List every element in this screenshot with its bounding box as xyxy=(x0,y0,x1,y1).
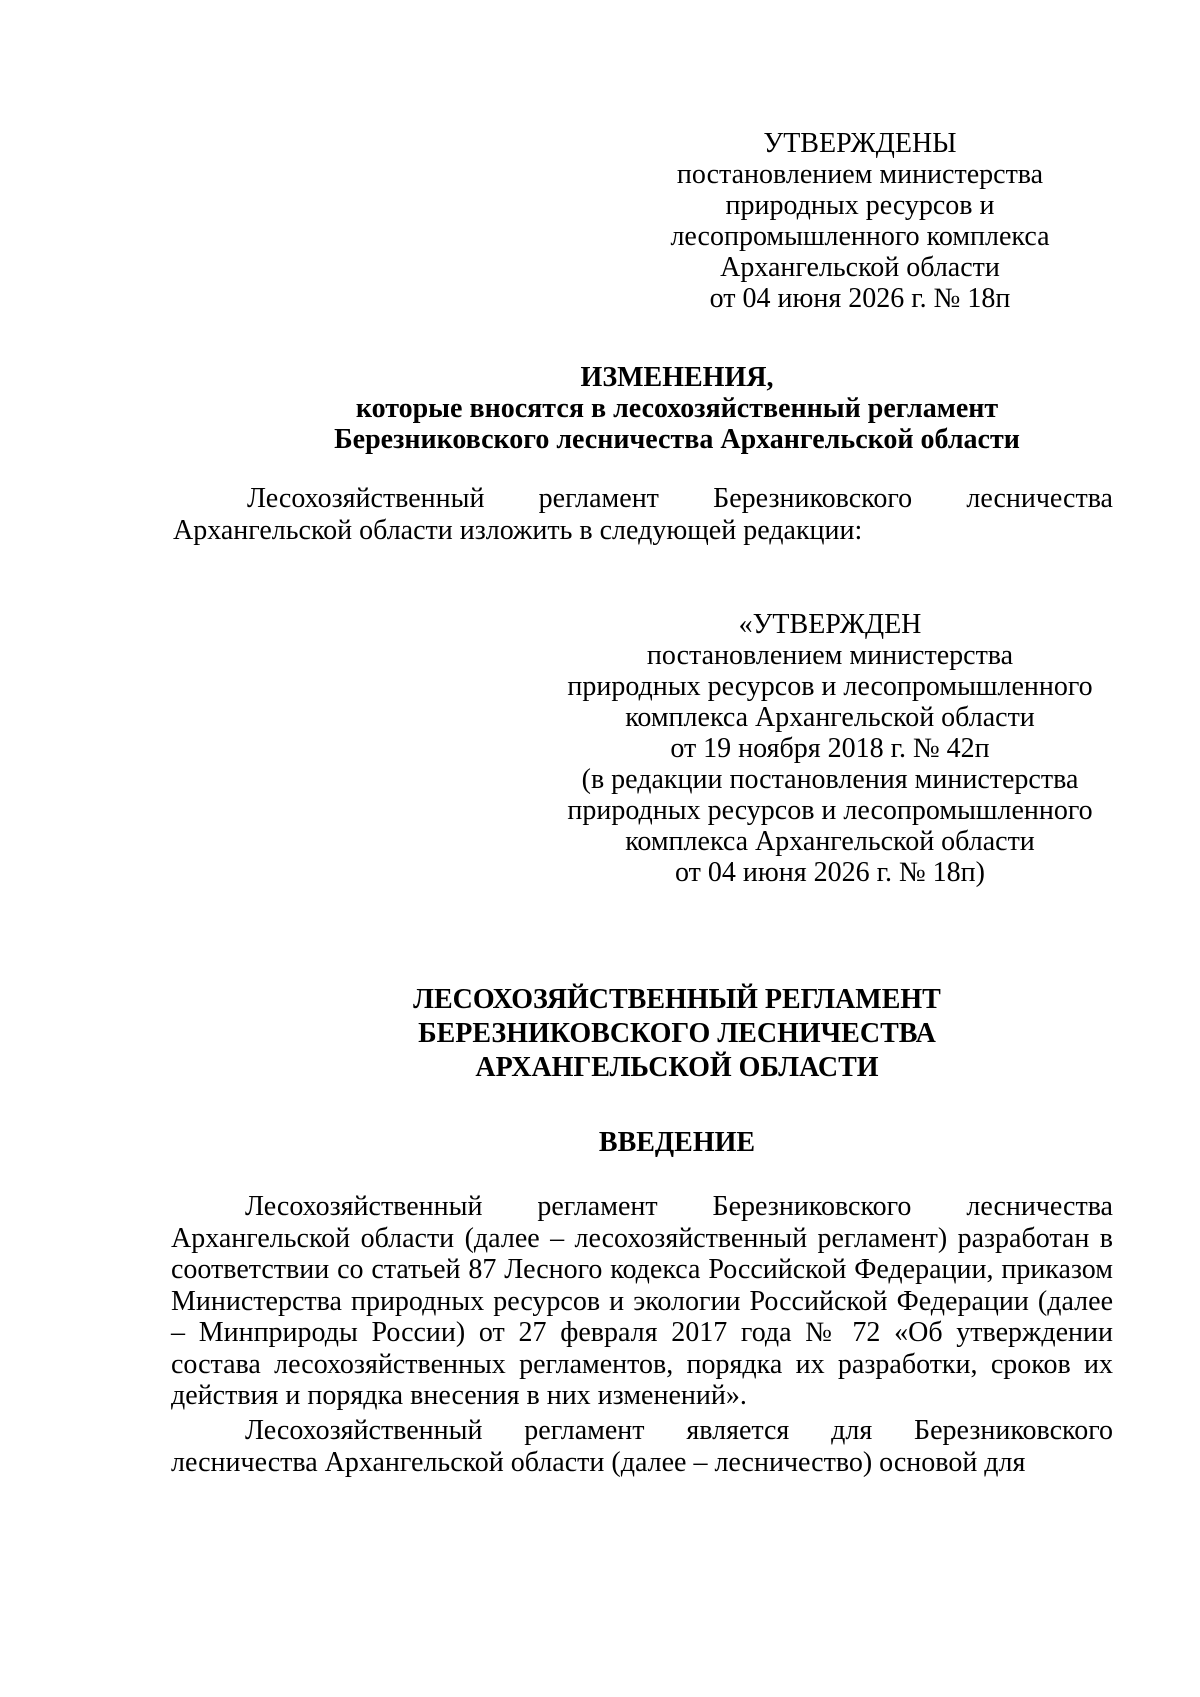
changes-heading xyxy=(160,362,1194,455)
approval-stamp-line: природных ресурсов и xyxy=(725,190,995,221)
intro-paragraph-text: Лесохозяйственный регламент является для Березниковского лесничества Архангельской области (далее – лесничество) основой для xyxy=(171,1415,1113,1478)
regulation-title-line: АРХАНГЕЛЬСКОЙ ОБЛАСТИ xyxy=(475,1052,879,1083)
changes-heading-subtitle: Березниковского лесничества Архангельской области xyxy=(334,424,1020,455)
regulation-title-line: ЛЕСОХОЗЯЙСТВЕННЫЙ РЕГЛАМЕНТ xyxy=(413,984,941,1015)
approval-stamp-line: от 04 июня 2026 г. № 18п xyxy=(709,283,1011,314)
quoted-stamp-line: (в редакции постановления министерства xyxy=(581,764,1079,795)
quoted-stamp-line: природных ресурсов и лесопромышленного xyxy=(567,795,1093,826)
approval-stamp-line: УТВЕРЖДЕНЫ xyxy=(763,128,957,159)
approval-stamp-line: постановлением министерства xyxy=(676,159,1044,190)
quoted-stamp-line: природных ресурсов и лесопромышленного xyxy=(567,671,1093,702)
approval-stamp-line: Архангельской области xyxy=(720,252,1000,283)
lead-paragraph xyxy=(173,483,1113,546)
intro-heading-text: ВВЕДЕНИЕ xyxy=(598,1127,756,1158)
intro-paragraph xyxy=(171,1191,1113,1412)
intro-heading xyxy=(160,1127,1194,1158)
changes-heading-title: ИЗМЕНЕНИЯ, xyxy=(580,362,774,393)
regulation-title xyxy=(160,983,1194,1085)
quoted-stamp-line: от 19 ноября 2018 г. № 42п xyxy=(670,733,990,764)
lead-paragraph-text: Лесохозяйственный регламент Березниковского лесничества Архангельской области изложить в следующей редакции: xyxy=(173,483,1113,546)
quoted-stamp-line: «УТВЕРЖДЕН xyxy=(738,609,922,640)
quoted-stamp-line: постановлением министерства xyxy=(646,640,1014,671)
regulation-title-line: БЕРЕЗНИКОВСКОГО ЛЕСНИЧЕСТВА xyxy=(418,1018,936,1049)
quoted-stamp-line: комплекса Архангельской области xyxy=(625,702,1035,733)
approval-stamp-line: лесопромышленного комплекса xyxy=(670,221,1050,252)
quoted-stamp-line: от 04 июня 2026 г. № 18п) xyxy=(675,857,985,888)
changes-heading-subtitle: которые вносятся в лесохозяйственный регламент xyxy=(355,393,999,424)
approval-stamp xyxy=(640,128,1080,314)
quoted-stamp-line: комплекса Архангельской области xyxy=(625,826,1035,857)
intro-paragraph-text: Лесохозяйственный регламент Березниковского лесничества Архангельской области (далее – лесохозяйственный регламент) разработан в соответствии со статьей 87 Лесного кодекса Российской Федерации, приказом Министерства природных ресурсов и экологии Российской Федерации (далее – Минприроды России) от 27 февраля 2017 года № 72 «Об утверждении состава лесохозяйственных регламентов, порядка их разработки, сроков их действия и порядка внесения в них изменений». xyxy=(171,1191,1113,1411)
quoted-approval-stamp xyxy=(545,609,1115,888)
intro-paragraph xyxy=(171,1415,1113,1478)
